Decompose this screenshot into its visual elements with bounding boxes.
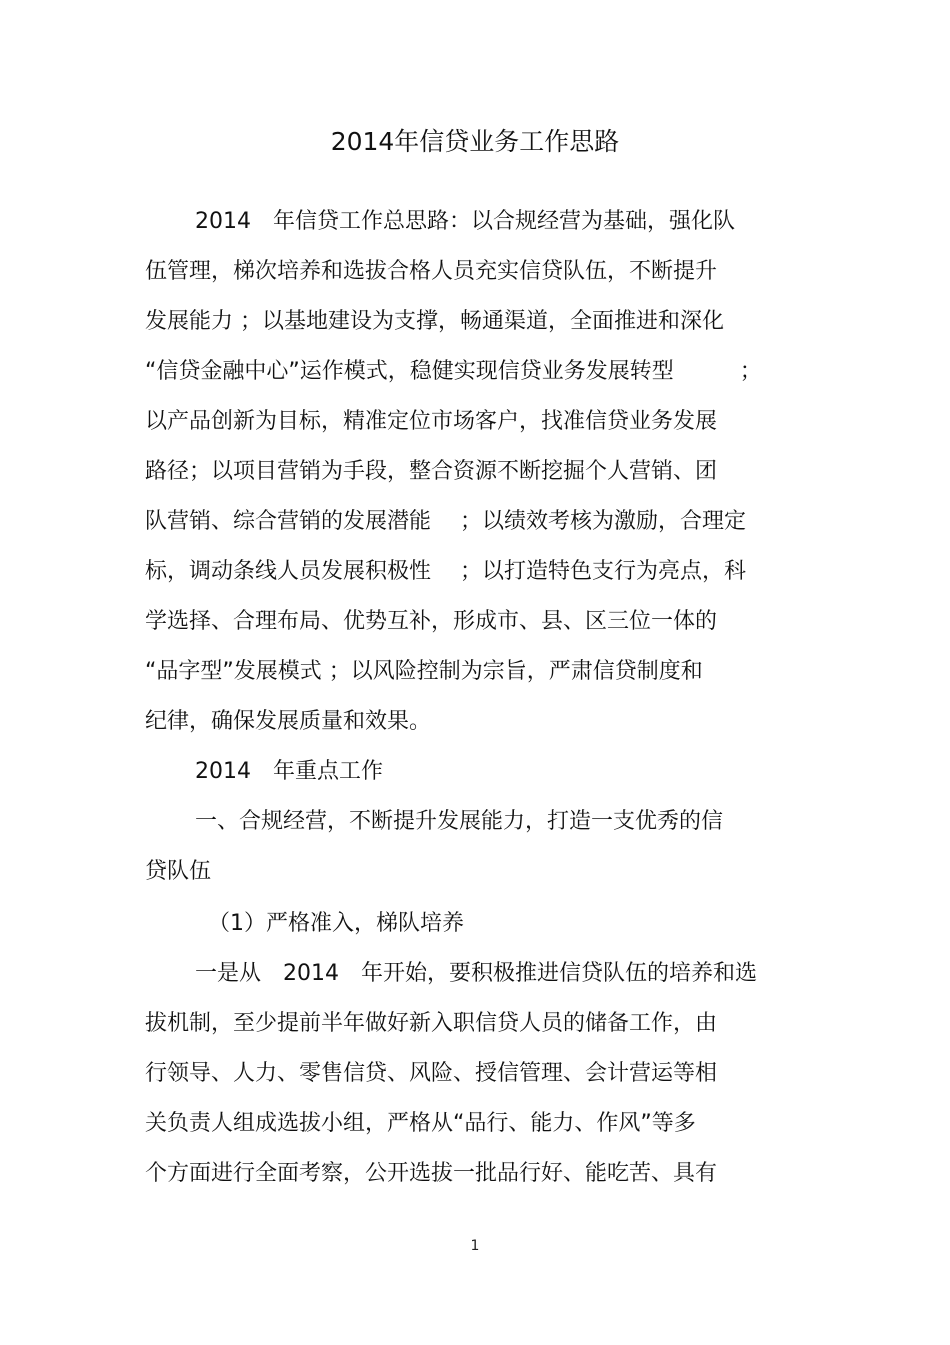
- body-line: 个方面进行全面考察，公开选拔一批品行好、能吃苦、具有: [145, 1161, 718, 1186]
- document-title: 2014年信贷业务工作思路: [330, 127, 620, 156]
- body-line: 拔机制，至少提前半年做好新入职信贷人员的储备工作，由: [145, 1011, 718, 1036]
- body-line: “信贷金融中心”运作模式，稳健实现信贷业务发展转型 ；: [145, 359, 762, 384]
- subsection-heading: （1）严格准入，梯队培养: [208, 911, 464, 936]
- body-line: 行领导、人力、零售信贷、风险、授信管理、会计营运等相: [145, 1061, 718, 1086]
- body-line: 一是从 2014 年开始，要积极推进信贷队伍的培养和选: [195, 961, 757, 986]
- page-number: 1: [470, 1238, 480, 1254]
- body-line: 路径；以项目营销为手段，整合资源不断挖掘个人营销、团: [145, 459, 718, 484]
- body-line: 队营销、综合营销的发展潜能 ；以绩效考核为激励，合理定: [145, 509, 746, 534]
- body-line: 2014 年信贷工作总思路：以合规经营为基础，强化队: [195, 209, 735, 234]
- body-line: 以产品创新为目标，精准定位市场客户，找准信贷业务发展: [145, 409, 718, 434]
- body-line: 贷队伍: [145, 859, 212, 884]
- body-line: 一、合规经营，不断提升发展能力，打造一支优秀的信: [195, 809, 724, 834]
- body-line: 标，调动条线人员发展积极性 ；以打造特色支行为亮点，科: [145, 559, 746, 584]
- body-line: 学选择、合理布局、优势互补，形成市、县、区三位一体的: [145, 609, 718, 634]
- body-line: 关负责人组成选拔小组，严格从“品行、能力、作风”等多: [145, 1111, 696, 1136]
- body-line: 发展能力 ；以基地建设为支撑，畅通渠道，全面推进和深化: [145, 309, 724, 334]
- section-heading: 2014 年重点工作: [195, 759, 383, 784]
- body-line: 伍管理，梯次培养和选拔合格人员充实信贷队伍，不断提升: [145, 259, 718, 284]
- body-line: 纪律，确保发展质量和效果。: [145, 709, 432, 734]
- body-line: “品字型”发展模式 ；以风险控制为宗旨，严肃信贷制度和: [145, 659, 703, 684]
